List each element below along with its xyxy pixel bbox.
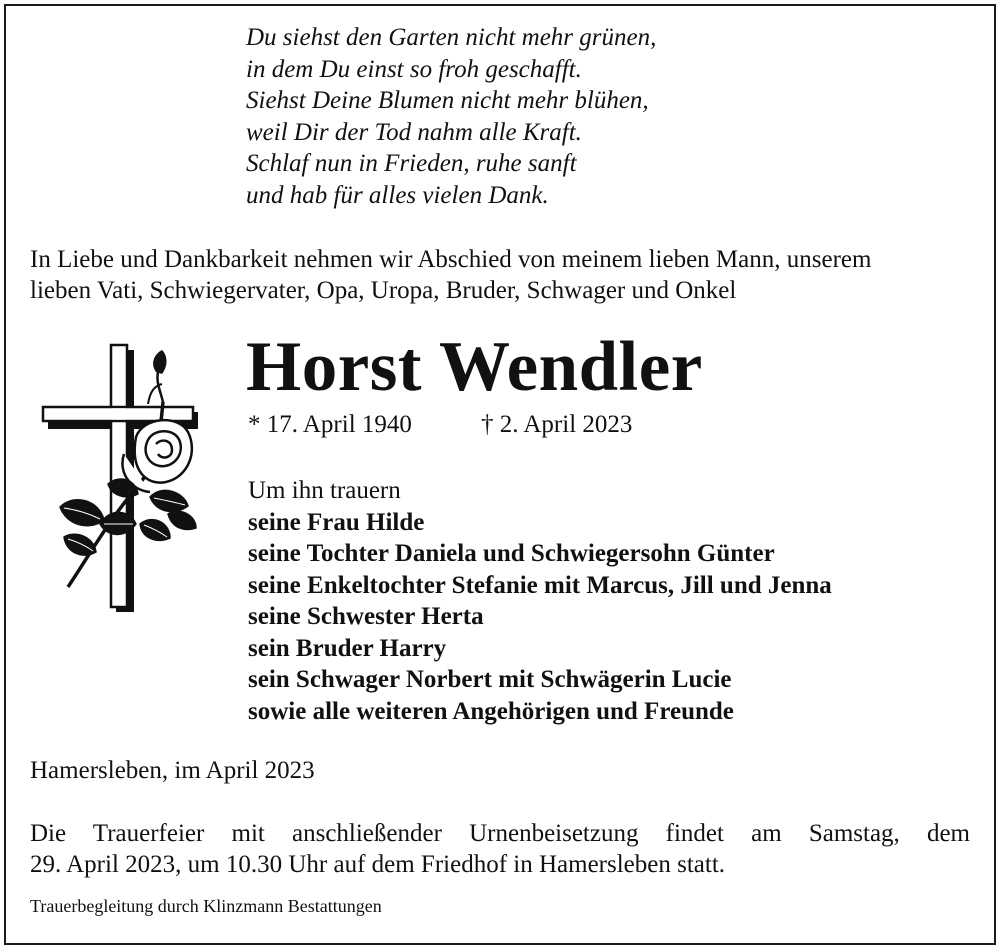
deceased-name: Horst Wendler — [246, 328, 703, 406]
ceremony-line: 29. April 2023, um 10.30 Uhr auf dem Friedhof in Hamersleben statt. — [30, 851, 726, 878]
poem-line: weil Dir der Tod nahm alle Kraft. — [246, 118, 582, 146]
poem-line: Schlaf nun in Frieden, ruhe sanft — [246, 150, 577, 177]
intro-text — [30, 244, 975, 306]
poem-line: in dem Du einst so froh geschafft. — [246, 55, 582, 83]
mourner-item: sein Bruder Harry — [248, 634, 447, 662]
undertaker-credit: Trauerbegleitung durch Klinzmann Bestattungen — [30, 896, 382, 916]
death-date: † 2. April 2023 — [481, 411, 633, 438]
cross-with-rose-icon — [38, 342, 203, 614]
place-date: Hamersleben, im April 2023 — [30, 757, 315, 784]
ceremony-info — [30, 818, 970, 880]
mourners-block — [248, 475, 832, 727]
poem-line: und hab für alles vielen Dank. — [246, 181, 549, 209]
ceremony-line: Die Trauerfeier mit anschließender Urnenbeisetzung findet am Samstag, dem — [30, 820, 970, 847]
poem-line: Du siehst den Garten nicht mehr grünen, — [246, 24, 657, 51]
mourner-item: seine Enkeltochter Stefanie mit Marcus, Jill und Jenna — [248, 571, 832, 599]
life-dates — [248, 409, 632, 441]
intro-line: lieben Vati, Schwiegervater, Opa, Uropa, Bruder, Schwager und Onkel — [30, 277, 737, 304]
mourner-item: seine Schwester Herta — [248, 603, 484, 630]
birth-date: * 17. April 1940 — [248, 411, 412, 438]
intro-line: In Liebe und Dankbarkeit nehmen wir Abschied von meinem lieben Mann, unserem — [30, 246, 872, 273]
mourners-lead: Um ihn trauern — [248, 477, 401, 504]
mourner-item: seine Frau Hilde — [248, 508, 425, 536]
mourner-item: sowie alle weiteren Angehörigen und Freunde — [248, 697, 734, 725]
poem — [246, 22, 656, 211]
poem-line: Siehst Deine Blumen nicht mehr blühen, — [246, 87, 649, 114]
mourner-item: seine Tochter Daniela und Schwiegersohn Günter — [248, 540, 775, 567]
mourner-item: sein Schwager Norbert mit Schwägerin Lucie — [248, 666, 732, 693]
mourners-list — [248, 507, 832, 728]
